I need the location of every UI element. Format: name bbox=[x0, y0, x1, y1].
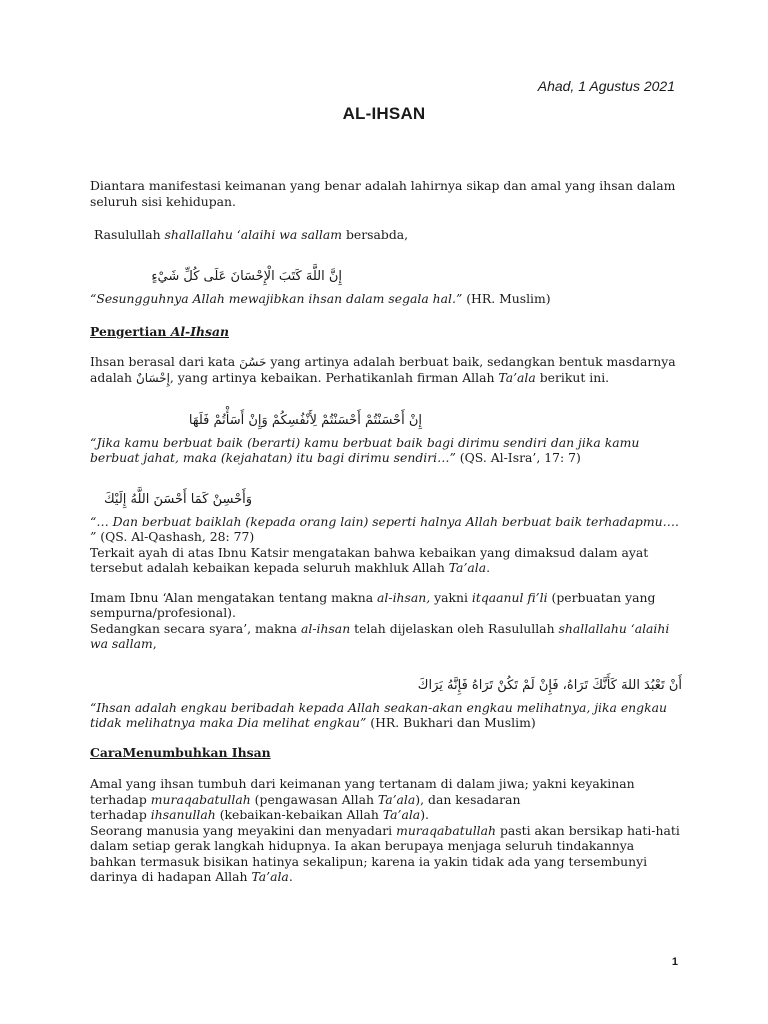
cara-paragraph-1 bbox=[90, 776, 682, 807]
para-7-text-b: pasti akan bersikap hati-hati dalam setiap gerak langkah hidupnya. Ia akan berupaya menjaga seluruh tindakannya bahkan termasuk bisikan hatinya sekalipun; karena ia yakin tidak ada yang tersembunyi darinya di hadapan Allah bbox=[90, 822, 680, 884]
para-6-italic-1: ihsanullah bbox=[150, 807, 216, 822]
syara-paragraph bbox=[90, 621, 682, 652]
para-1-text-a: Ihsan berasal dari kata bbox=[90, 353, 240, 369]
section-heading-cara bbox=[90, 745, 682, 761]
para-4-italic-1: al-ihsan bbox=[300, 620, 351, 636]
rasul-text-post: bersabda, bbox=[342, 227, 409, 242]
para-7-text-a: Seorang manusia yang meyakini dan menyadari bbox=[90, 822, 397, 838]
para-4-text-c: , bbox=[152, 636, 157, 651]
para-3-text-a: Imam Ibnu ‘Alan mengatakan tentang makna bbox=[90, 589, 378, 605]
hadith-ihsan-source: (HR. Bukhari dan Muslim) bbox=[366, 715, 536, 730]
hadith-1-quote: “Sesungguhnya Allah mewajibkan ihsan dalam segala hal.” bbox=[90, 290, 463, 306]
para-7-italic-1: muraqabatullah bbox=[396, 822, 497, 838]
para-5-italic-2: Ta’ala bbox=[377, 791, 416, 807]
ibnu-katsir-paragraph bbox=[90, 545, 682, 576]
rasul-text-pre: Rasulullah bbox=[94, 227, 165, 242]
isra-translation bbox=[90, 435, 682, 466]
arabic-hadith-ihsan: أَنْ تَعْبُدَ اللهَ كَأَنَّكَ تَرَاهُ، فَإِنْ لَمْ تَكُنْ تَرَاهُ فَإِنَّهُ يَرَاكَ bbox=[417, 677, 682, 693]
heading-1-italic: Al-Ihsan bbox=[170, 324, 230, 339]
para-1-arabic-word-1: حَسُنَ bbox=[239, 354, 267, 369]
para-2-italic: Ta’ala bbox=[448, 560, 487, 575]
rasul-text-italic: shallallahu ‘alaihi wa sallam bbox=[164, 227, 343, 242]
ibnu-alan-paragraph bbox=[90, 590, 682, 621]
para-2-text-a: Terkait ayah di atas Ibnu Katsir mengatakan bahwa kebaikan yang dimaksud dalam ayat tersebut adalah kebaikan kepada seluruh makhluk Allah bbox=[90, 544, 649, 575]
para-6-italic-2: Ta’ala bbox=[382, 807, 421, 822]
document-body bbox=[90, 178, 682, 885]
hadith-1-translation bbox=[90, 291, 682, 307]
para-1-italic: Ta’ala bbox=[498, 370, 536, 385]
pengertian-paragraph bbox=[90, 354, 682, 387]
cara-paragraph-2 bbox=[90, 807, 682, 823]
arabic-ayah-qashash: وَأَحْسِنْ كَمَا أَحْسَنَ اللَّهُ إِلَيْكَ bbox=[103, 491, 252, 507]
heading-1-pre: Pengertian bbox=[90, 324, 171, 339]
para-3-text-c: (perbuatan yang sempurna/profesional). bbox=[90, 589, 656, 620]
hadith-ihsan-translation bbox=[90, 700, 682, 731]
hadith-ihsan-quote: “Ihsan adalah engkau beribadah kepada Allah seakan-akan engkau melihatnya, jika engkau tidak melihatnya maka Dia melihat engkau” bbox=[90, 699, 667, 730]
para-1-arabic-word-2: إِحْسَانٌ bbox=[135, 371, 170, 385]
para-5-italic-1: muraqabatullah bbox=[150, 791, 251, 807]
isra-source: (QS. Al-Isra’, 17: 7) bbox=[455, 450, 581, 465]
qashash-quote: “… Dan berbuat baiklah (kepada orang lain) seperti halnya Allah berbuat baik terhadapmu…. ” bbox=[90, 513, 679, 544]
para-6-text-a: terhadap bbox=[90, 807, 151, 822]
para-3-italic-2: itqaanul fi’li bbox=[471, 589, 548, 605]
para-5-text-c: ), dan kesadaran bbox=[415, 791, 521, 807]
para-4-italic-2: shallallahu ‘alaihi wa sallam bbox=[90, 620, 670, 651]
qashash-source: (QS. Al-Qashash, 28: 77) bbox=[96, 529, 255, 544]
para-3-italic-1: al-ihsan, bbox=[377, 589, 431, 605]
para-6-text-c: ). bbox=[420, 807, 429, 822]
para-5-text-a: Amal yang ihsan tumbuh dari keimanan yang tertanam di dalam jiwa; yakni keyakinan terhadap bbox=[90, 776, 635, 807]
rasul-paragraph bbox=[90, 227, 682, 243]
para-4-text-b: telah dijelaskan oleh Rasulullah bbox=[350, 620, 559, 636]
para-2-text-b: . bbox=[486, 560, 491, 575]
para-5-text-b: (pengawasan Allah bbox=[250, 791, 378, 807]
intro-paragraph: Diantara manifestasi keimanan yang benar adalah lahirnya sikap dan amal yang ihsan dalam seluruh sisi kehidupan. bbox=[90, 178, 676, 209]
para-3-text-b: yakni bbox=[430, 589, 472, 605]
document-title: AL-IHSAN bbox=[342, 104, 426, 123]
cara-paragraph-3 bbox=[90, 823, 682, 885]
para-7-text-c: . bbox=[288, 869, 293, 884]
para-1-text-d: berikut ini. bbox=[535, 370, 610, 385]
arabic-ayah-isra: إِنْ أَحْسَنْتُمْ أَحْسَنْتُمْ لِأَنْفُسِكُمْ وَإِنْ أَسَأْتُمْ فَلَهَا bbox=[188, 412, 422, 428]
qashash-translation bbox=[90, 514, 682, 545]
arabic-hadith-1: إِنَّ اللَّهَ كَتَبَ الْإِحْسَانَ عَلَى كُلِّ شَيْءٍ bbox=[151, 268, 342, 284]
para-6-text-b: (kebaikan-kebaikan Allah bbox=[215, 807, 383, 822]
isra-quote: “Jika kamu berbuat baik (berarti) kamu berbuat baik bagi dirimu sendiri dan jika kamu berbuat jahat, maka (kejahatan) itu bagi dirimu sendiri…” bbox=[90, 434, 640, 465]
page-number: 1 bbox=[671, 956, 678, 968]
para-7-italic-2: Ta’ala bbox=[251, 869, 289, 884]
heading-2-text: CaraMenumbuhkan Ihsan bbox=[90, 744, 271, 760]
para-1-text-c: , yang artinya kebaikan. Perhatikanlah firman Allah bbox=[169, 370, 499, 385]
hadith-1-source: (HR. Muslim) bbox=[462, 290, 551, 306]
para-4-text-a: Sedangkan secara syara’, makna bbox=[90, 620, 301, 636]
section-heading-pengertian bbox=[90, 324, 682, 340]
para-1-text-b: yang artinya adalah berbuat baik, sedangkan bentuk masdarnya adalah bbox=[90, 353, 676, 385]
document-date: Ahad, 1 Agustus 2021 bbox=[537, 78, 675, 94]
